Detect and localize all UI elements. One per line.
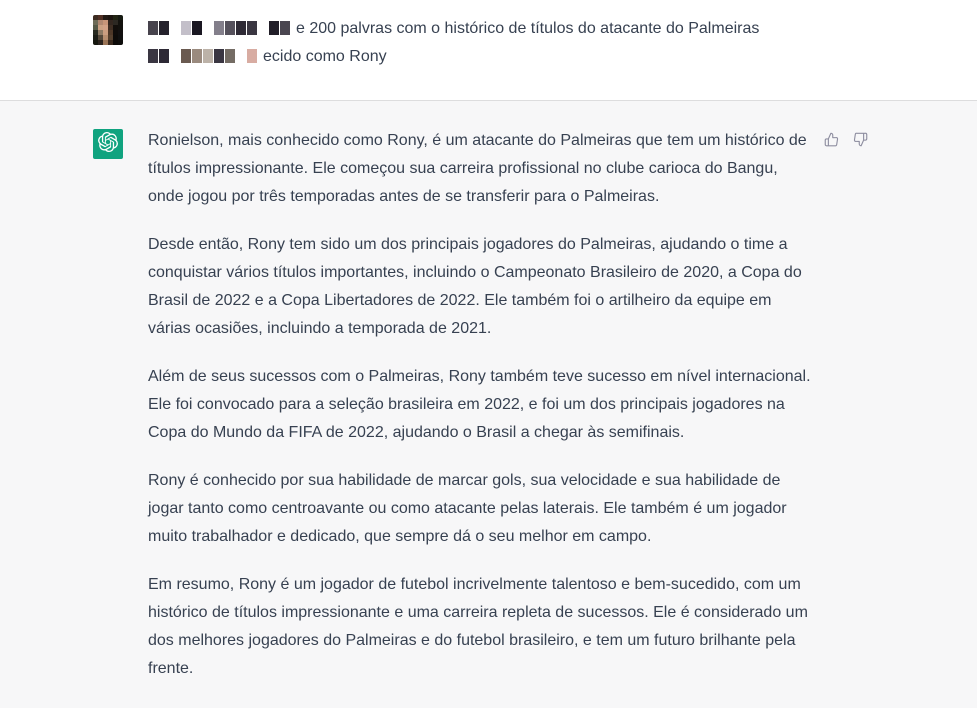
redacted-block <box>236 21 246 35</box>
user-message-line-2 <box>148 43 816 71</box>
redacted-block <box>203 21 213 35</box>
redacted-block <box>159 21 169 35</box>
avatar-pixel <box>118 40 123 45</box>
redacted-block <box>247 49 257 63</box>
redacted-block <box>148 49 158 63</box>
assistant-paragraph: Rony é conhecido por sua habilidade de marcar gols, sua velocidade e sua habilidade de jogar tanto como centroavante ou como atacante pelas laterais. Ele também é um jogador muito trabalhador e dedicado, que sempre dá o seu melhor em campo. <box>148 472 787 545</box>
redacted-block <box>225 21 235 35</box>
user-message-line-1 <box>148 15 816 43</box>
user-message-text-1: e 200 palvras com o histórico de títulos do atacante do Palmeiras <box>296 20 760 37</box>
redacted-block <box>247 21 257 35</box>
assistant-paragraph: Desde então, Rony tem sido um dos principais jogadores do Palmeiras, ajudando o time a conquistar vários títulos importantes, incluindo o Campeonato Brasileiro de 2020, a Copa do Brasil de 2022 e a Copa Libertadores de 2022. Ele também foi o artilheiro da equipe em várias ocasiões, incluindo a temporada de 2021. <box>148 236 802 337</box>
feedback-buttons <box>824 131 869 147</box>
redacted-text-1 <box>148 21 290 35</box>
redacted-block <box>258 21 268 35</box>
assistant-paragraphs <box>148 127 816 683</box>
redacted-block <box>192 49 202 63</box>
thumbs-down-icon <box>853 132 869 147</box>
assistant-paragraph: Em resumo, Rony é um jogador de futebol incrivelmente talentoso e bem-sucedido, com um histórico de títulos impressionante e uma carreira repleta de sucessos. Ele é considerado um dos melhores jogadores do Palmeiras e do futebol brasileiro, e tem um futuro brilhante pela frente. <box>148 576 808 677</box>
redacted-block <box>203 49 213 63</box>
redacted-block <box>181 49 191 63</box>
user-avatar <box>93 15 123 45</box>
openai-logo-icon <box>98 132 118 157</box>
redacted-block <box>159 49 169 63</box>
assistant-avatar <box>93 129 123 159</box>
user-message-content <box>148 15 816 71</box>
thumbs-down-button[interactable] <box>853 131 869 147</box>
thumbs-up-button[interactable] <box>824 131 840 147</box>
assistant-paragraph: Além de seus sucessos com o Palmeiras, Rony também teve sucesso em nível internacional. Ele foi convocado para a seleção brasileira em 2022, e foi um dos principais jogadores na Copa do Mundo da FIFA de 2022, ajudando o Brasil a chegar às semifinais. <box>148 368 811 441</box>
user-message-text-2: ecido como Rony <box>263 48 387 65</box>
redacted-block <box>148 21 158 35</box>
redacted-block <box>214 21 224 35</box>
redacted-block <box>214 49 224 63</box>
redacted-block <box>236 49 246 63</box>
redacted-block <box>280 21 290 35</box>
redacted-block <box>192 21 202 35</box>
redacted-block <box>170 49 180 63</box>
redacted-block <box>181 21 191 35</box>
assistant-message-row <box>0 100 977 708</box>
redacted-block <box>170 21 180 35</box>
redacted-block <box>225 49 235 63</box>
thumbs-up-icon <box>824 132 840 147</box>
user-message-row <box>0 0 977 100</box>
assistant-paragraph: Ronielson, mais conhecido como Rony, é um atacante do Palmeiras que tem um histórico de títulos impressionante. Ele começou sua carreira profissional no clube carioca do Bangu, onde jogou por três temporadas antes de se transferir para o Palmeiras. <box>148 132 807 205</box>
redacted-text-2 <box>148 49 257 63</box>
redacted-block <box>269 21 279 35</box>
